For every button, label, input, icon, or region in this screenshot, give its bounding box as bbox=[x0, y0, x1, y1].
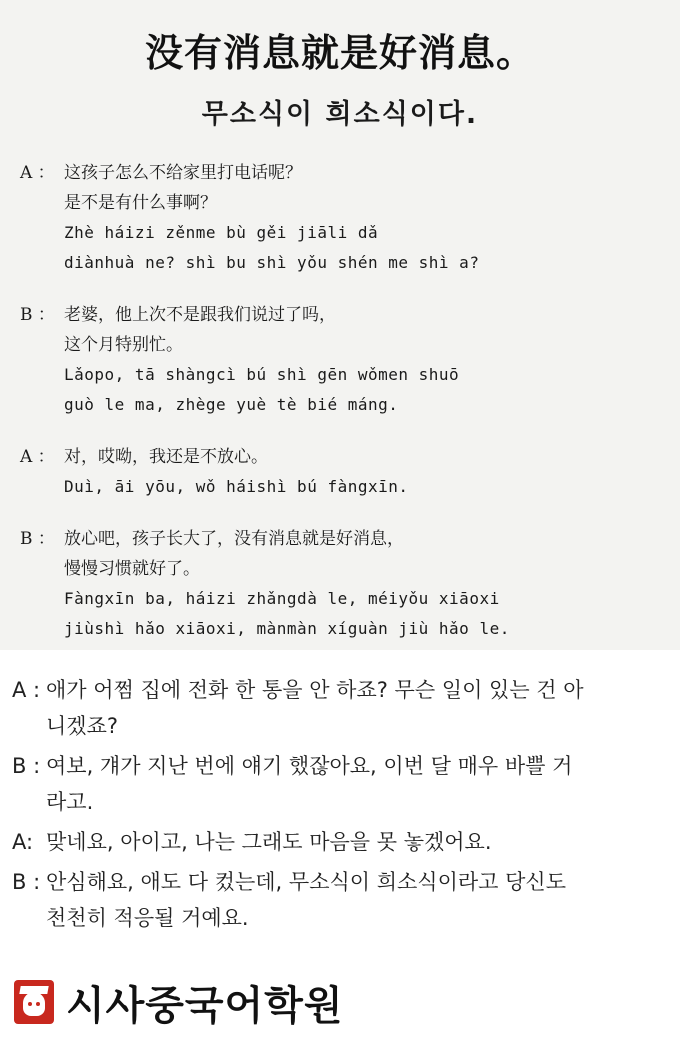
speaker-label: B ： bbox=[20, 305, 55, 325]
translation-item bbox=[12, 824, 672, 860]
dialogue-turn bbox=[20, 442, 670, 502]
brand-footer bbox=[14, 974, 343, 1030]
chinese-line: 放心吧，孩子长大了，没有消息就是好消息， bbox=[64, 529, 404, 549]
chinese-line: 这孩子怎么不给家里打电话呢？ bbox=[64, 163, 302, 183]
dialogue-turn bbox=[20, 300, 670, 420]
translation-line: 니겠죠? bbox=[46, 714, 119, 738]
speaker-label: B ： bbox=[20, 529, 55, 549]
pinyin-line: diànhuà ne? shì bu shì yǒu shén me shì a? bbox=[64, 253, 480, 272]
academy-logo-icon bbox=[14, 980, 54, 1024]
pinyin-line: Duì, āi yōu, wǒ háishì bú fàngxīn. bbox=[64, 477, 409, 496]
chinese-title: 没有消息就是好消息。 bbox=[144, 30, 535, 75]
translation-line: 여보, 걔가 지난 번에 얘기 했잖아요, 이번 달 매우 바쁠 거 bbox=[46, 754, 573, 778]
chinese-line: 这个月特别忙。 bbox=[64, 335, 183, 355]
translation-line: 라고. bbox=[46, 790, 94, 814]
translation-line: 애가 어쩜 집에 전화 한 통을 안 하죠? 무슨 일이 있는 건 아 bbox=[46, 678, 584, 702]
pinyin-line: Lǎopo, tā shàngcì bú shì gēn wǒmen shuō bbox=[64, 365, 460, 384]
dialogue-turn bbox=[20, 158, 670, 278]
chinese-line: 是不是有什么事啊？ bbox=[64, 193, 217, 213]
translation-line: 천천히 적응될 거예요. bbox=[46, 906, 249, 930]
speaker-label: A: bbox=[12, 830, 34, 854]
chinese-line: 老婆，他上次不是跟我们说过了吗， bbox=[64, 305, 336, 325]
pinyin-line: guò le ma, zhège yuè tè bié máng. bbox=[64, 395, 399, 414]
chinese-dialogue bbox=[20, 158, 670, 666]
translation-item bbox=[12, 864, 672, 936]
korean-translation bbox=[12, 672, 672, 940]
chinese-line: 慢慢习惯就好了。 bbox=[64, 559, 200, 579]
translation-line: 안심해요, 애도 다 컸는데, 무소식이 희소식이라고 당신도 bbox=[46, 870, 566, 894]
dialogue-turn bbox=[20, 524, 670, 644]
pinyin-line: jiùshì hǎo xiāoxi, mànmàn xíguàn jiù hǎo le. bbox=[64, 619, 510, 638]
speaker-label: A ： bbox=[20, 447, 55, 467]
chinese-line: 对，哎呦，我还是不放心。 bbox=[64, 447, 268, 467]
translation-line: 맞네요, 아이고, 나는 그래도 마음을 못 놓겠어요. bbox=[46, 830, 492, 854]
brand-name: 시사중국어학원 bbox=[66, 982, 344, 1029]
speaker-label: A : bbox=[12, 678, 41, 702]
pinyin-line: Fàngxīn ba, háizi zhǎngdà le, méiyǒu xiāoxi bbox=[64, 589, 500, 608]
speaker-label: B : bbox=[12, 870, 41, 894]
translation-item bbox=[12, 672, 672, 744]
speaker-label: A ： bbox=[20, 163, 55, 183]
speaker-label: B : bbox=[12, 754, 41, 778]
korean-title: 무소식이 희소식이다. bbox=[201, 99, 479, 130]
translation-item bbox=[12, 748, 672, 820]
pinyin-line: Zhè háizi zěnme bù gěi jiāli dǎ bbox=[64, 223, 379, 242]
